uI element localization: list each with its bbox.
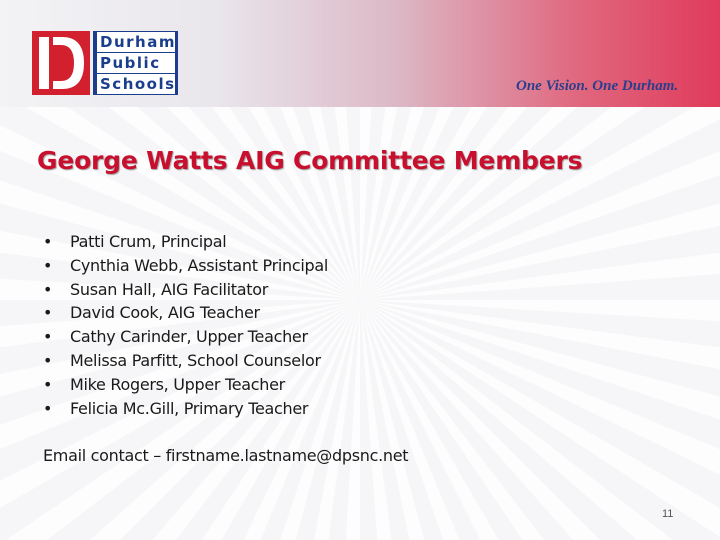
logo-line-schools: Schools <box>97 74 175 94</box>
list-item <box>43 230 328 254</box>
tagline-part1: One Vision. <box>516 78 589 94</box>
member-name: Mike Rogers, Upper Teacher <box>70 374 285 394</box>
member-name: Cynthia Webb, Assistant Principal <box>70 255 328 275</box>
list-item <box>43 301 328 325</box>
logo-wordmark <box>93 31 178 95</box>
bullet-icon: • <box>43 327 53 347</box>
dps-logo <box>32 31 178 95</box>
bullet-icon: • <box>43 350 53 370</box>
list-item <box>43 349 328 373</box>
logo-line-durham: Durham <box>97 32 175 52</box>
member-list <box>43 230 328 420</box>
member-name: Susan Hall, AIG Facilitator <box>70 279 269 299</box>
bullet-icon: • <box>43 232 53 251</box>
member-name: Cathy Carinder, Upper Teacher <box>70 327 308 347</box>
list-item <box>43 373 328 397</box>
list-item <box>43 325 328 349</box>
bullet-icon: • <box>43 303 53 323</box>
list-item <box>43 254 328 278</box>
list-item <box>43 397 328 421</box>
page-title: George Watts AIG Committee Members <box>37 146 583 175</box>
member-name: David Cook, AIG Teacher <box>70 303 260 323</box>
email-contact: Email contact – firstname.lastname@dpsnc.net <box>43 446 409 465</box>
member-name: Melissa Parfitt, School Counselor <box>70 350 321 370</box>
bullet-icon: • <box>43 398 53 418</box>
logo-d-mark <box>32 31 90 95</box>
bullet-icon: • <box>43 279 53 299</box>
bullet-icon: • <box>43 374 53 394</box>
member-name: Patti Crum, Principal <box>70 232 227 251</box>
tagline <box>516 78 678 95</box>
bullet-icon: • <box>43 255 53 275</box>
list-item <box>43 278 328 302</box>
member-name: Felicia Mc.Gill, Primary Teacher <box>70 398 309 418</box>
header-banner <box>0 0 720 107</box>
logo-line-public: Public <box>97 53 175 73</box>
tagline-part2: One Durham. <box>592 78 679 94</box>
page-number: 11 <box>662 508 674 520</box>
